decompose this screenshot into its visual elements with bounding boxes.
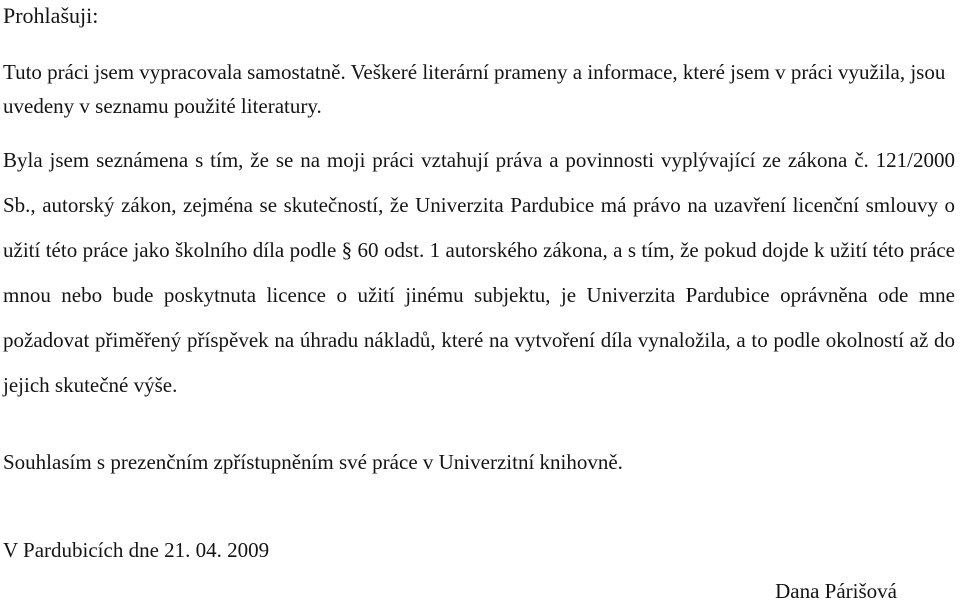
- declaration-paragraph-copyright: Byla jsem seznámena s tím, že se na moji práci vztahují práva a povinnosti vyplývající ze zákona č. 121/2000 Sb., autorský zákon, zejména se skutečností, že Univerzita Pardubice má právo na uzavření licenční smlouvy o užití této práce jako školního díla podle § 60 odst. 1 autorského zákona, a s tím, že pokud dojde k užití této práce mnou nebo bude poskytnuta licence o užití jinému subjektu, je Univerzita Pardubice oprávněna ode mne požadovat přiměřený příspěvek na úhradu nákladů, které na vytvoření díla vynaložila, a to podle okolností až do jejich skutečné výše.: [3, 148, 955, 397]
- declaration-paragraph-library-consent: Souhlasím s prezenčním zpřístupněním své práce v Univerzitní knihovně.: [3, 450, 623, 474]
- place-and-date: V Pardubicích dne 21. 04. 2009: [3, 538, 270, 562]
- author-signature-name: Dana Párišová: [775, 579, 897, 603]
- declaration-paragraph-originality: Tuto práci jsem vypracovala samostatně. Veškeré literární prameny a informace, které jsem v práci využila, jsou uvedeny v seznamu použité literatury.: [3, 60, 946, 118]
- declaration-heading: Prohlašuji:: [3, 3, 99, 28]
